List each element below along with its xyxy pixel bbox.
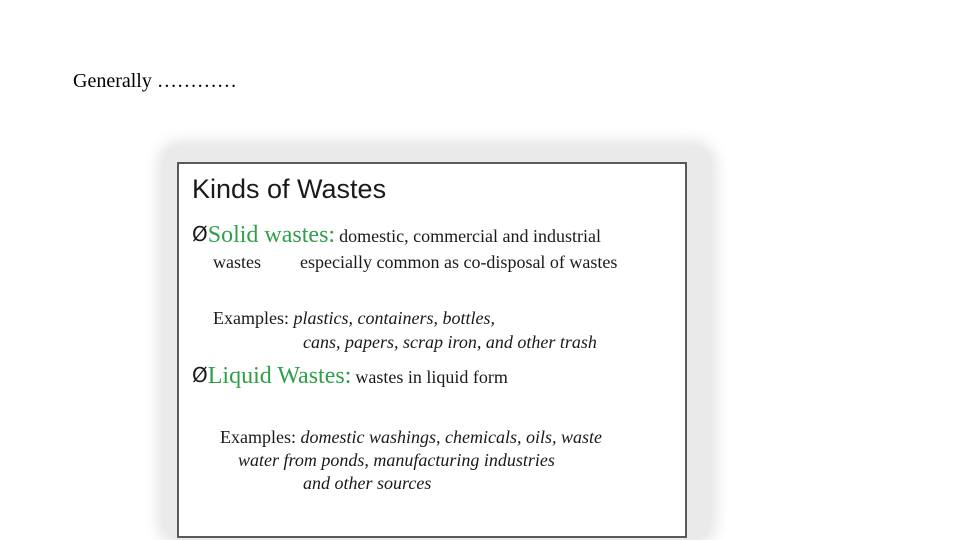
card-title: Kinds of Wastes [192,174,387,204]
liquid-examples-1: domestic washings, chemicals, oils, waste [300,427,602,447]
solid-wastes-definition-2a: wastes [213,252,261,272]
liquid-examples-line [220,427,602,448]
intro-text: Generally ………… [73,70,237,92]
liquid-examples-label: Examples: [220,427,296,447]
solid-wastes-definition: domestic, commercial and industrial [339,226,602,246]
solid-examples-1: plastics, containers, bottles, [293,308,495,328]
solid-wastes-line [192,222,601,249]
solid-examples-label: Examples: [213,308,289,328]
liquid-wastes-heading: Liquid Wastes: [207,363,352,389]
solid-examples-line [213,308,495,329]
solid-wastes-definition-2b: especially common as co-disposal of wastes [300,252,618,272]
arrow-bullet-icon: Ø [192,222,208,246]
liquid-examples-2: water from ponds, manufacturing industries [238,450,555,470]
solid-wastes-heading: Solid wastes: [207,222,336,248]
liquid-wastes-definition: wastes in liquid form [355,367,508,387]
liquid-wastes-line [192,363,508,390]
solid-examples-2: cans, papers, scrap iron, and other trash [303,332,597,352]
liquid-examples-3: and other sources [303,473,432,493]
arrow-bullet-icon: Ø [192,363,208,387]
